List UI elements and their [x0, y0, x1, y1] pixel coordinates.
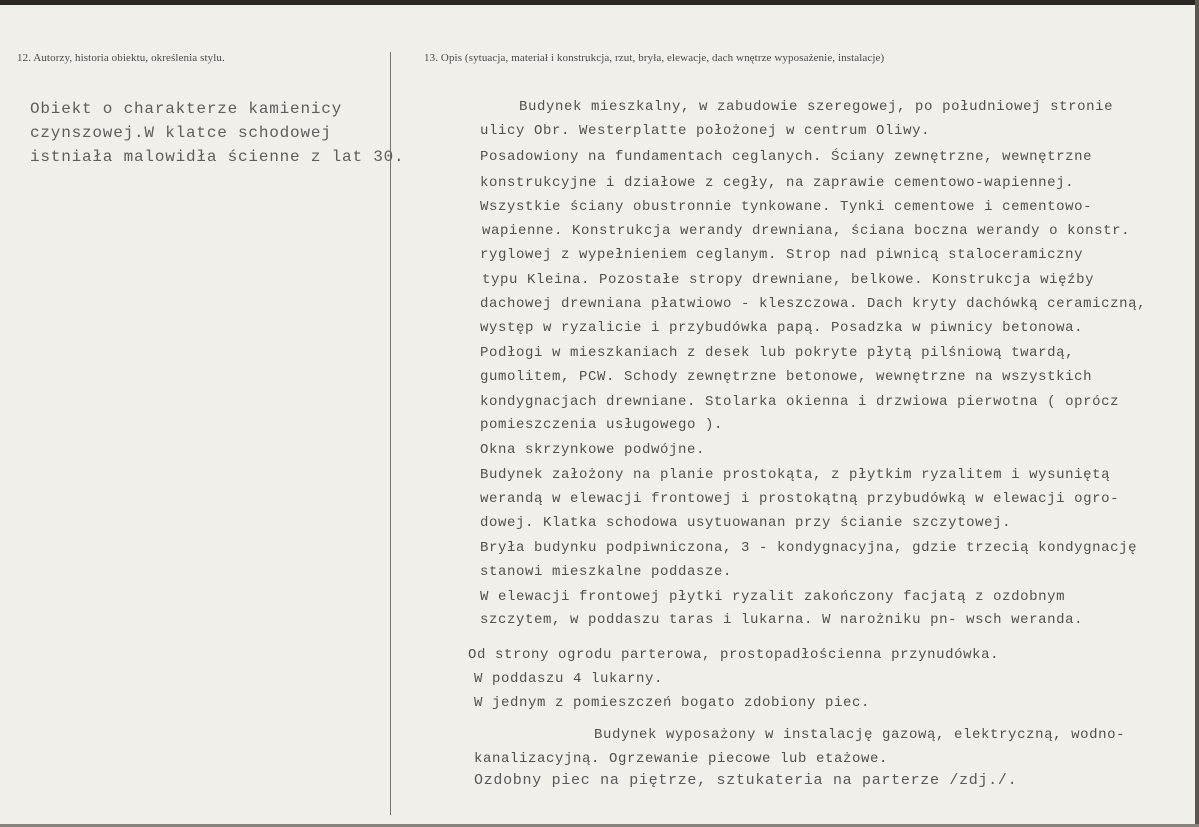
- description-line: ulicy Obr. Westerplatte położonej w centrum Oliwy.: [480, 123, 931, 139]
- description-line: W jednym z pomieszczeń bogato zdobiony piec.: [474, 695, 871, 711]
- description-line: Budynek założony na planie prostokąta, z płytkim ryzalitem i wysuniętą: [480, 467, 1111, 483]
- description-line: W poddaszu 4 lukarny.: [474, 671, 664, 687]
- description-line: Budynek wyposażony w instalację gazową, elektryczną, wodno-: [594, 727, 1126, 743]
- description-line: gumolitem, PCW. Schody zewnętrzne betonowe, wewnętrzne na wszystkich: [480, 369, 1093, 385]
- description-line: Budynek mieszkalny, w zabudowie szeregowej, po południowej stronie: [519, 99, 1114, 115]
- description-line: W elewacji frontowej płytki ryzalit zakończony facjatą z ozdobnym: [480, 589, 1066, 605]
- description-line: dowej. Klatka schodowa usytuowanan przy ścianie szczytowej.: [480, 515, 1012, 531]
- description-line: werandą w elewacji frontowej i prostokątną przybudówką w elewacji ogro-: [480, 491, 1120, 507]
- description-line: Posadowiony na fundamentach ceglanych. Ściany zewnętrzne, wewnętrzne: [480, 149, 1093, 165]
- left-text-line: istniała malowidła ścienne z lat 30.: [30, 148, 405, 166]
- description-line: stanowi mieszkalne poddasze.: [480, 564, 733, 580]
- section-12-header: 12. Autorzy, historia obiektu, określenia stylu.: [17, 52, 225, 64]
- page-top-edge: [0, 0, 1199, 5]
- description-line: pomieszczenia usługowego ).: [480, 417, 724, 433]
- description-line: występ w ryzalicie i przybudówka papą. Posadzka w piwnicy betonowa.: [480, 320, 1084, 336]
- description-line: Bryła budynku podpiwniczona, 3 - kondygnacyjna, gdzie trzecią kondygnację: [480, 540, 1138, 556]
- description-line: szczytem, w poddaszu taras i lukarna. W narożniku pn- wsch weranda.: [480, 612, 1084, 628]
- description-line: dachowej drewniana płatwiowo - kleszczowa. Dach kryty dachówką ceramiczną,: [480, 296, 1147, 312]
- description-line: ryglowej z wypełnieniem ceglanym. Strop nad piwnicą staloceramiczny: [480, 247, 1084, 263]
- column-divider: [390, 52, 391, 815]
- description-line: kanalizacyjną. Ogrzewanie piecowe lub etażowe.: [474, 751, 889, 767]
- description-line: konstrukcyjne i działowe z cegły, na zaprawie cementowo-wapiennej.: [480, 175, 1075, 191]
- left-text-line: Obiekt o charakterze kamienicy: [30, 100, 343, 118]
- description-line: Od strony ogrodu parterowa, prostopadłościenna przynudówka.: [468, 647, 1000, 663]
- left-text-line: czynszowej.W klatce schodowej: [30, 124, 332, 142]
- section-13-header: 13. Opis (sytuacja, materiał i konstrukcja, rzut, bryła, elewacje, dach wnętrze wyposażenie, instalacje): [424, 52, 885, 64]
- description-line: wapienne. Konstrukcja werandy drewniana, ściana boczna werandy o konstr.: [482, 223, 1131, 239]
- description-line: Wszystkie ściany obustronnie tynkowane. Tynki cementowe i cementowo-: [480, 199, 1093, 215]
- description-line: Podłogi w mieszkaniach z desek lub pokryte płytą pilśniową twardą,: [480, 345, 1075, 361]
- page-right-edge: [1195, 0, 1199, 827]
- description-line: Okna skrzynkowe podwójne.: [480, 442, 706, 458]
- description-line: typu Kleina. Pozostałe stropy drewniane, belkowe. Konstrukcja więźby: [482, 272, 1095, 288]
- description-line: Ozdobny piec na piętrze, sztukateria na parterze /zdj./.: [474, 772, 1018, 789]
- description-line: kondygnacjach drewniane. Stolarka okienna i drzwiowa pierwotna ( oprócz: [480, 394, 1120, 410]
